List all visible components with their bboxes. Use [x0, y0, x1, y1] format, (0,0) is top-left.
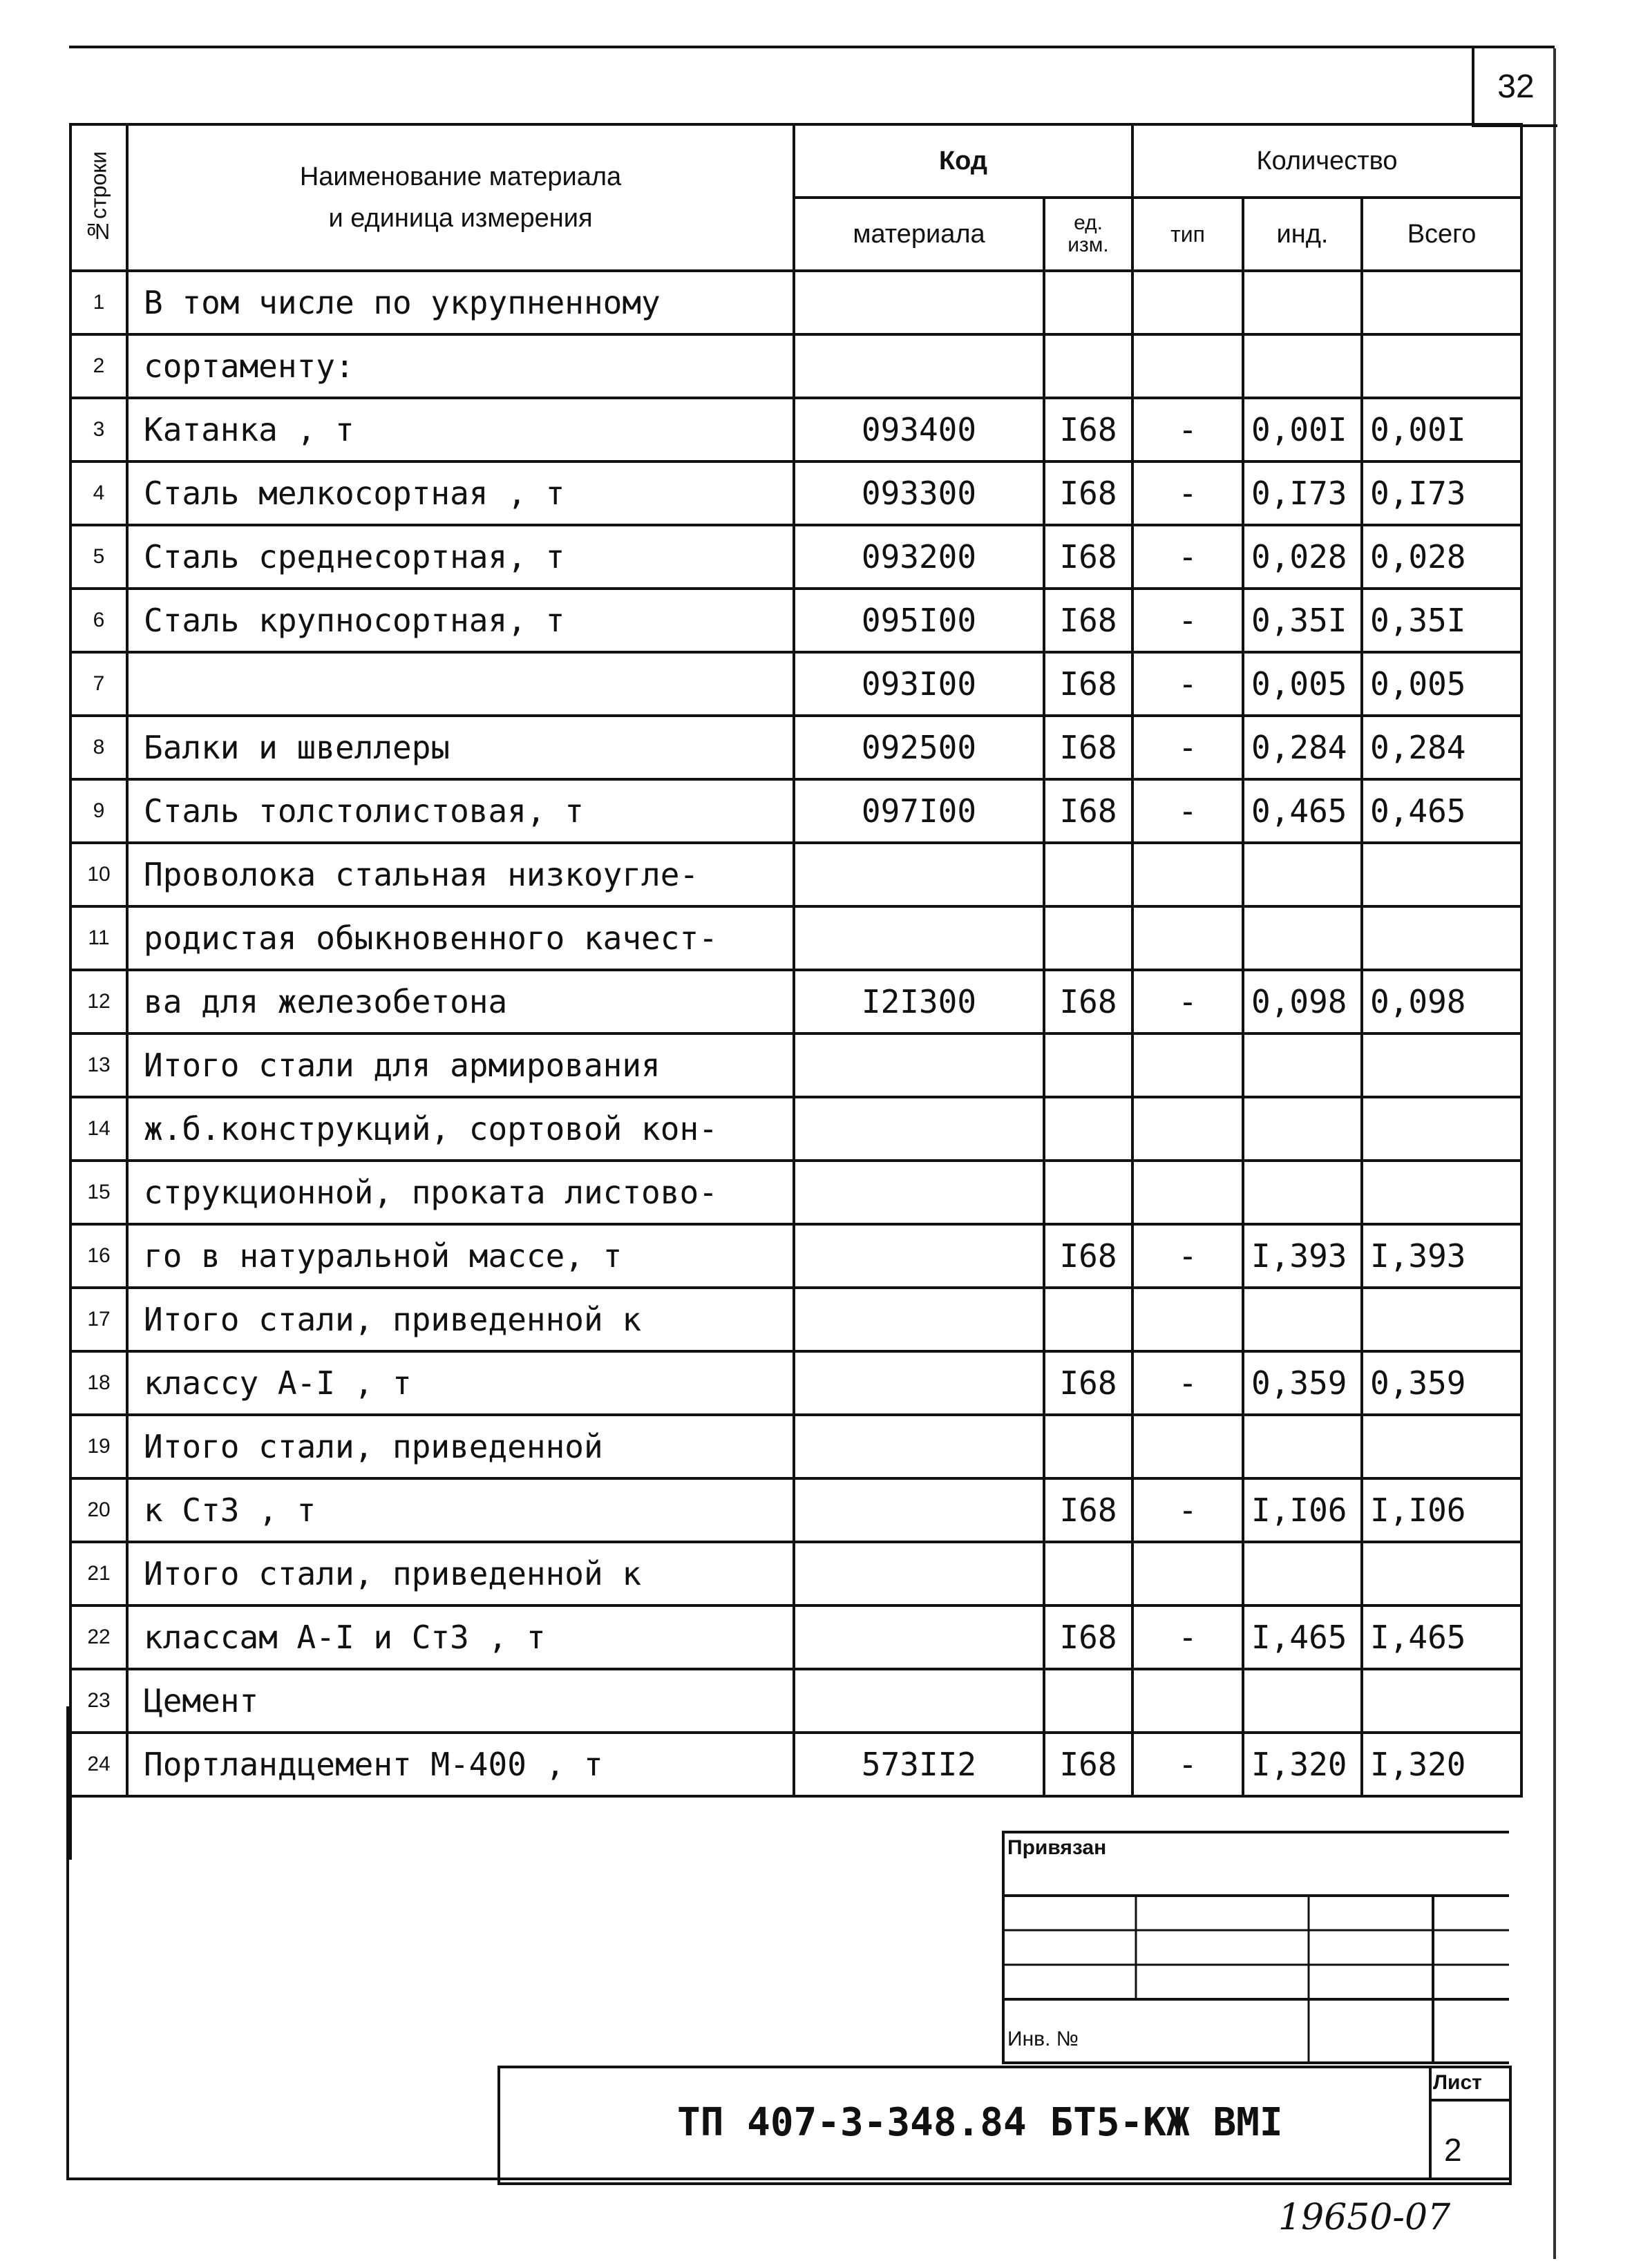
row-number: 13: [70, 1033, 127, 1097]
stamp-grid: [1005, 1833, 1509, 2061]
material-name: ж.б.конструкций, сортовой кон-: [127, 1097, 794, 1161]
unit-code: [1044, 843, 1132, 906]
unit-code: I68: [1044, 1478, 1132, 1542]
row-number: 23: [70, 1669, 127, 1733]
qty-tip: -: [1132, 1224, 1243, 1288]
material-code: 573II2: [794, 1733, 1044, 1796]
qty-tip: -: [1132, 716, 1243, 779]
qty-ind: 0,00I: [1243, 398, 1362, 461]
table-row: [70, 652, 1521, 716]
qty-ind: [1243, 1415, 1362, 1478]
table-row: [70, 271, 1521, 334]
qty-total: 0,465: [1362, 779, 1521, 843]
material-name: сортаменту:: [127, 334, 794, 398]
row-number: 3: [70, 398, 127, 461]
row-number: 19: [70, 1415, 127, 1478]
qty-tip: [1132, 1415, 1243, 1478]
table-row: [70, 525, 1521, 589]
row-number: 2: [70, 334, 127, 398]
material-code: [794, 906, 1044, 970]
header-name: Наименование материала и единица измерения: [127, 124, 794, 271]
material-code: [794, 1669, 1044, 1733]
qty-ind: [1243, 1033, 1362, 1097]
unit-code: [1044, 1542, 1132, 1605]
unit-code: [1044, 1097, 1132, 1161]
qty-total: [1362, 1288, 1521, 1351]
row-number: 24: [70, 1733, 127, 1796]
material-code: [794, 1605, 1044, 1669]
table-row: [70, 1478, 1521, 1542]
table-row: [70, 906, 1521, 970]
qty-tip: -: [1132, 461, 1243, 525]
qty-total: [1362, 271, 1521, 334]
header-unit: ед. изм.: [1044, 198, 1132, 271]
row-number: 12: [70, 970, 127, 1033]
material-name: Итого стали, приведенной к: [127, 1542, 794, 1605]
qty-ind: [1243, 1097, 1362, 1161]
table-row: [70, 716, 1521, 779]
qty-ind: [1243, 1542, 1362, 1605]
qty-tip: [1132, 843, 1243, 906]
row-number: 20: [70, 1478, 127, 1542]
material-name: Сталь толстолистовая, т: [127, 779, 794, 843]
table-row: [70, 1542, 1521, 1605]
qty-total: 0,35I: [1362, 589, 1521, 652]
material-code: [794, 1033, 1044, 1097]
qty-total: I,393: [1362, 1224, 1521, 1288]
sheet-number: 2: [1444, 2132, 1462, 2168]
unit-code: I68: [1044, 1733, 1132, 1796]
qty-tip: [1132, 906, 1243, 970]
qty-ind: 0,465: [1243, 779, 1362, 843]
row-number: 21: [70, 1542, 127, 1605]
qty-total: [1362, 1415, 1521, 1478]
qty-total: 0,028: [1362, 525, 1521, 589]
material-name: Проволока стальная низкоугле-: [127, 843, 794, 906]
material-name: классам А-I и Ст3 , т: [127, 1605, 794, 1669]
unit-code: I68: [1044, 1224, 1132, 1288]
qty-total: 0,359: [1362, 1351, 1521, 1415]
qty-ind: [1243, 334, 1362, 398]
material-code: [794, 1097, 1044, 1161]
qty-ind: I,465: [1243, 1605, 1362, 1669]
material-code: [794, 334, 1044, 398]
material-code: [794, 843, 1044, 906]
material-code: [794, 1288, 1044, 1351]
qty-total: [1362, 1097, 1521, 1161]
stamp-attached-label: Привязан: [1007, 1836, 1107, 1859]
material-name: классу А-I , т: [127, 1351, 794, 1415]
qty-total: 0,00I: [1362, 398, 1521, 461]
row-number: 4: [70, 461, 127, 525]
table-row: [70, 843, 1521, 906]
table-row: [70, 1288, 1521, 1351]
material-name: В том числе по укрупненному: [127, 271, 794, 334]
row-number: 10: [70, 843, 127, 906]
header-row-number: №строки: [70, 124, 127, 271]
table-row: [70, 1161, 1521, 1224]
material-code: [794, 1224, 1044, 1288]
row-number: 15: [70, 1161, 127, 1224]
unit-code: [1044, 1161, 1132, 1224]
material-code: 093I00: [794, 652, 1044, 716]
material-name: го в натуральной массе, т: [127, 1224, 794, 1288]
qty-total: [1362, 1161, 1521, 1224]
unit-code: I68: [1044, 398, 1132, 461]
table-row: [70, 1351, 1521, 1415]
material-name: Сталь мелкосортная , т: [127, 461, 794, 525]
left-border: [66, 1706, 69, 2180]
material-code: [794, 1351, 1044, 1415]
qty-ind: 0,359: [1243, 1351, 1362, 1415]
qty-ind: I,393: [1243, 1224, 1362, 1288]
table-row: [70, 1605, 1521, 1669]
row-number: 22: [70, 1605, 127, 1669]
unit-code: [1044, 1033, 1132, 1097]
header-qty-group: Количество: [1132, 124, 1521, 198]
material-code: 093300: [794, 461, 1044, 525]
qty-tip: -: [1132, 779, 1243, 843]
unit-code: I68: [1044, 461, 1132, 525]
table-row: [70, 779, 1521, 843]
unit-code: [1044, 1415, 1132, 1478]
qty-ind: [1243, 906, 1362, 970]
unit-code: I68: [1044, 1605, 1132, 1669]
qty-tip: [1132, 271, 1243, 334]
qty-tip: [1132, 1669, 1243, 1733]
material-name: Портландцемент М-400 , т: [127, 1733, 794, 1796]
row-number: 16: [70, 1224, 127, 1288]
row-number: 7: [70, 652, 127, 716]
row-number: 14: [70, 1097, 127, 1161]
table-row: [70, 1097, 1521, 1161]
qty-ind: 0,028: [1243, 525, 1362, 589]
row-number: 18: [70, 1351, 127, 1415]
qty-total: I,465: [1362, 1605, 1521, 1669]
qty-tip: [1132, 1161, 1243, 1224]
table-row: [70, 589, 1521, 652]
unit-code: I68: [1044, 589, 1132, 652]
qty-tip: [1132, 334, 1243, 398]
qty-tip: -: [1132, 1478, 1243, 1542]
material-name: Сталь среднесортная, т: [127, 525, 794, 589]
qty-ind: 0,098: [1243, 970, 1362, 1033]
row-number: 1: [70, 271, 127, 334]
qty-ind: [1243, 271, 1362, 334]
qty-ind: [1243, 1669, 1362, 1733]
unit-code: I68: [1044, 652, 1132, 716]
archive-number: 19650-07: [1278, 2197, 1451, 2238]
unit-code: [1044, 334, 1132, 398]
materials-table: [69, 123, 1523, 1860]
material-code: [794, 1542, 1044, 1605]
unit-code: I68: [1044, 525, 1132, 589]
material-name: [127, 652, 794, 716]
page-number: 32: [1472, 48, 1557, 127]
materials-table-body: [70, 271, 1521, 1860]
table-row: [70, 1033, 1521, 1097]
row-number: 17: [70, 1288, 127, 1351]
unit-code: [1044, 1288, 1132, 1351]
qty-total: [1362, 1542, 1521, 1605]
material-name: ва для железобетона: [127, 970, 794, 1033]
material-code: [794, 1161, 1044, 1224]
qty-tip: -: [1132, 652, 1243, 716]
qty-total: 0,I73: [1362, 461, 1521, 525]
material-name: Балки и швеллеры: [127, 716, 794, 779]
header-qty-ind: инд.: [1243, 198, 1362, 271]
unit-code: I68: [1044, 716, 1132, 779]
unit-code: I68: [1044, 970, 1132, 1033]
qty-tip: -: [1132, 398, 1243, 461]
material-code: 095I00: [794, 589, 1044, 652]
stamp-inventory-label: Инв. №: [1007, 2028, 1079, 2050]
material-code: [794, 271, 1044, 334]
qty-ind: [1243, 1288, 1362, 1351]
row-number: 11: [70, 906, 127, 970]
table-row: [70, 334, 1521, 398]
material-code: I2I300: [794, 970, 1044, 1033]
unit-code: I68: [1044, 1351, 1132, 1415]
table-row: [70, 398, 1521, 461]
material-name: к Ст3 , т: [127, 1478, 794, 1542]
table-row: [70, 1733, 1521, 1796]
material-name: Цемент: [127, 1669, 794, 1733]
qty-tip: [1132, 1097, 1243, 1161]
qty-tip: -: [1132, 1351, 1243, 1415]
material-name: струкционной, проката листово-: [127, 1161, 794, 1224]
qty-tip: -: [1132, 525, 1243, 589]
qty-total: [1362, 1669, 1521, 1733]
qty-tip: -: [1132, 1733, 1243, 1796]
material-code: 093200: [794, 525, 1044, 589]
qty-ind: I,320: [1243, 1733, 1362, 1796]
qty-ind: I,I06: [1243, 1478, 1362, 1542]
material-name: Итого стали, приведенной к: [127, 1288, 794, 1351]
qty-ind: 0,35I: [1243, 589, 1362, 652]
sheet-label: Лист: [1433, 2071, 1482, 2094]
qty-ind: 0,005: [1243, 652, 1362, 716]
qty-total: I,I06: [1362, 1478, 1521, 1542]
material-name: Сталь крупносортная, т: [127, 589, 794, 652]
row-number: 8: [70, 716, 127, 779]
qty-ind: [1243, 1161, 1362, 1224]
qty-tip: [1132, 1033, 1243, 1097]
qty-total: [1362, 843, 1521, 906]
table-row: [70, 1224, 1521, 1288]
material-code: 092500: [794, 716, 1044, 779]
qty-total: I,320: [1362, 1733, 1521, 1796]
document-code: ТП 407-3-348.84 БТ5-КЖ ВМI: [677, 2100, 1283, 2145]
material-name: Итого стали для армирования: [127, 1033, 794, 1097]
qty-tip: [1132, 1288, 1243, 1351]
row-number: 5: [70, 525, 127, 589]
material-code: 097I00: [794, 779, 1044, 843]
qty-tip: -: [1132, 970, 1243, 1033]
table-row: [70, 461, 1521, 525]
header-code-material: материала: [794, 198, 1044, 271]
header-qty-tip: тип: [1132, 198, 1243, 271]
unit-code: I68: [1044, 779, 1132, 843]
top-border: [69, 46, 1555, 48]
header-code-group: Код: [794, 124, 1132, 198]
material-name: родистая обыкновенного качест-: [127, 906, 794, 970]
qty-total: [1362, 1033, 1521, 1097]
unit-code: [1044, 271, 1132, 334]
table-row: [70, 1415, 1521, 1478]
row-number: 9: [70, 779, 127, 843]
material-name: Катанка , т: [127, 398, 794, 461]
qty-tip: -: [1132, 589, 1243, 652]
qty-ind: [1243, 843, 1362, 906]
qty-ind: 0,284: [1243, 716, 1362, 779]
qty-total: 0,284: [1362, 716, 1521, 779]
qty-total: [1362, 906, 1521, 970]
right-border: [1553, 48, 1556, 2259]
unit-code: [1044, 906, 1132, 970]
material-code: [794, 1415, 1044, 1478]
qty-total: 0,005: [1362, 652, 1521, 716]
unit-code: [1044, 1669, 1132, 1733]
table-row: [70, 1669, 1521, 1733]
qty-total: 0,098: [1362, 970, 1521, 1033]
row-number: 6: [70, 589, 127, 652]
header-qty-total: Всего: [1362, 198, 1521, 271]
qty-total: [1362, 334, 1521, 398]
table-row: [70, 970, 1521, 1033]
qty-ind: 0,I73: [1243, 461, 1362, 525]
material-code: [794, 1478, 1044, 1542]
material-name: Итого стали, приведенной: [127, 1415, 794, 1478]
qty-tip: -: [1132, 1605, 1243, 1669]
qty-tip: [1132, 1542, 1243, 1605]
material-code: 093400: [794, 398, 1044, 461]
